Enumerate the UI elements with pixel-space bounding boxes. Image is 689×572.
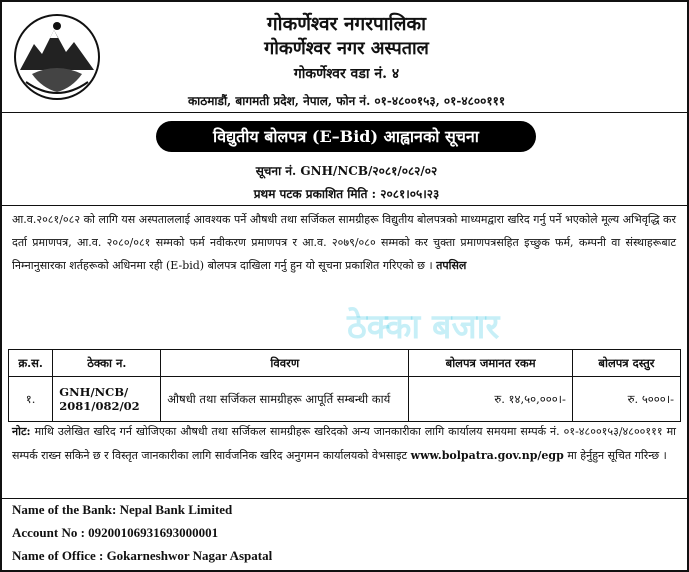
tender-table <box>8 349 681 422</box>
publication-date: प्रथम पटक प्रकाशित मिति : २०८१।०५।२३ <box>253 187 440 201</box>
header-divider <box>2 112 687 113</box>
watermark: ठेक्का बजार <box>347 307 500 347</box>
egp-website-link[interactable]: www.bolpatra.gov.np/egp <box>410 449 564 462</box>
municipality-name: गोकर्णेश्वर नगरपालिका <box>266 13 426 35</box>
office-name: Name of Office : Gokarneshwor Nagar Aspatal <box>12 548 273 563</box>
row-contract-no: GNH/NCB/ 2081/082/02 <box>53 377 161 422</box>
account-number: Account No : 09200106931693000001 <box>12 525 219 540</box>
notice-banner: विद्युतीय बोलपत्र (E–Bid) आह्वानको सूचना <box>156 121 536 152</box>
col-contract-no: ठेक्का न. <box>53 350 161 377</box>
intro-text: आ.व.२०८१/०८२ को लागि यस अस्पताललाई आवश्यक पर्ने औषधी तथा सर्जिकल सामग्रीहरू विद्युतीय बोलपत्रको माध्यमद्वारा खरिद गर्नु पर्ने भएकोले मूल्य अभिवृद्धि कर दर्ता प्रमाणपत्र, आ.व. २०८०/०८१ सम्मको फर्म नवीकरण प्रमाणपत्र र आ.व. २०७९/०८० सम्मको कर चुक्ता प्रमाणपत्रसहित इच्छुक फर्म, कम्पनी वा संस्थाहरूबाट निम्नानुसारका शर्तहरूको अधिनमा रही (E-bid) बोलपत्र दाखिला गर्नु हुन यो सूचना प्रकाशित गरिएको छ । <box>12 213 676 272</box>
col-bid-fee: बोलपत्र दस्तुर <box>572 350 680 377</box>
row-description: औषधी तथा सर्जिकल सामग्रीहरू आपूर्ति सम्बन्धी कार्य <box>161 377 409 422</box>
row-bid-bond: रु. १४,५०,०००।- <box>409 377 573 422</box>
hospital-name: गोकर्णेश्वर नगर अस्पताल <box>264 38 429 59</box>
note-label: नोट: <box>12 425 31 438</box>
notice-number: सूचना नं. GNH/NCB/२०८१/०८२/०२ <box>255 164 438 178</box>
note-text-end: मा हेर्नुहुन सूचित गरिन्छ । <box>567 449 667 462</box>
row-bid-fee: रु. ५०००।- <box>572 377 680 422</box>
col-description: विवरण <box>161 350 409 377</box>
office-address: काठमाडौं, बागमती प्रदेश, नेपाल, फोन नं. ०१-४८००१५३, ०१-४८००१११ <box>187 94 506 108</box>
bank-name: Name of the Bank: Nepal Bank Limited <box>12 502 233 517</box>
note-text: माथि उलेखित खरिद गर्न खोजिएका औषधी तथा सर्जिकल सामग्रीहरू खरिदको अन्य जानकारीका लागि कार्यालय समयमा सम्पर्क नं. ०१-४८००१५३/४८००१११ मा सम्पर्क राख्न सकिने छ र विस्तृत जानकारीका लागि सार्वजनिक खरिद अनुगमन कार्यालयको वेभसाइट <box>12 425 676 462</box>
col-bid-bond: बोलपत्र जमानत रकम <box>409 350 573 377</box>
schedule-label: तपसिल <box>436 259 467 272</box>
intro-divider <box>2 205 687 206</box>
table-row <box>9 377 681 422</box>
row-sn: १. <box>9 377 53 422</box>
note-paragraph <box>12 420 676 468</box>
intro-paragraph <box>12 208 676 277</box>
bank-divider <box>2 498 687 499</box>
col-sn: क्र.स. <box>9 350 53 377</box>
table-header-row <box>9 350 681 377</box>
ward-name: गोकर्णेश्वर वडा नं. ४ <box>293 66 400 82</box>
